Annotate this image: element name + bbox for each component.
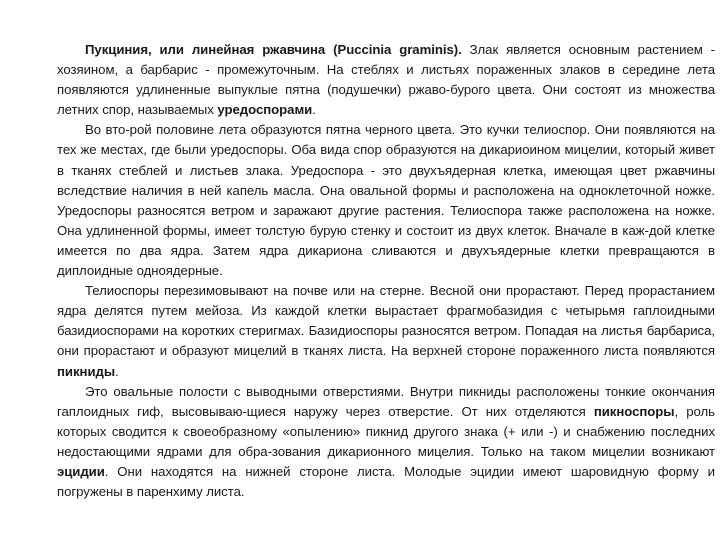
paragraph-text: . xyxy=(115,363,119,379)
term-pycnospores: пикноспоры xyxy=(593,403,675,419)
paragraph-text: Телиоспоры перезимовывают на почве или на стерне. Весной они прорастают. Перед прорастанием ядра делятся путем мейоза. Из каждой клетки вырастает фрагмобазидия с четырьмя гаплоидными базидиоспорами на коротких стеригмах. Базидиоспоры разносятся ветром. Попадая на листья барбариса, они прорастают и образуют мицелий в тканях листа. На верхней стороне пораженного листа появляются xyxy=(57,283,715,359)
paragraph-puccinia-intro xyxy=(57,40,715,120)
paragraph-text: , роль которых сводится к своеобразному «опылению» пикнид другого знака (+ или -) и снабжению последних недостающими ядрами для обра-зования дикарионного мицелия. Только на таком мицелии возникают xyxy=(57,403,715,459)
term-uredospores: уредоспорами xyxy=(217,102,313,118)
paragraph-teliospores xyxy=(57,120,715,281)
paragraph-text: Во вто-рой половине лета образуются пятна черного цвета. Это кучки телиоспор. Они появляются на тех же местах, где были уредоспоры. Оба вида спор образуются на дикариоином мицелии, который живет в тканях стеблей и листьев злака. Уредоспора - это двухъядерная клетка, имеющая цвет ржавчины вследствие наличия в ней капель масла. Она овальной формы и расположена на одноклеточной ножке. Уредоспоры разносятся ветром и заражают другие растения. Телиоспора также расположена на ножке. Она удлиненной формы, имеет толстую бурую стенку и состоит из двух клеток. Вначале в каж-дой клетке имеется по два ядра. Затем ядра дикариона сливаются и двухъядерные клетки превращаются в диплоидные одноядерные. xyxy=(57,122,715,279)
paragraph-text: . Они находятся на нижней стороне листа. Молодые эцидии имеют шаровидную форму и погружены в паренхиму листа. xyxy=(57,463,715,500)
heading-puccinia-graminis: Пукциния, или линейная ржавчина (Puccinia graminis). xyxy=(85,42,462,57)
term-pycnidia: пикниды xyxy=(57,363,116,379)
paragraph-text: . xyxy=(312,102,316,118)
document-page xyxy=(57,40,715,502)
paragraph-pycnospores xyxy=(57,382,715,503)
term-aecidia: эцидии xyxy=(57,463,105,479)
paragraph-text: Это овальные полости с выводными отверстиями. Внутри пикниды расположены тонкие окончания гаплоидных гиф, высовываю-щиеся наружу через отверстие. От них отделяются xyxy=(57,383,715,419)
paragraph-germination xyxy=(57,281,715,381)
paragraph-text: Злак является основным растением - хозяином, а барбарис - промежуточным. На стеблях и листьях пораженных злаков в середине лета появляются удлиненные выпуклые пятна (подушечки) ржаво-бурого цвета. Они состоят из множества летних спор, называемых xyxy=(57,42,715,118)
